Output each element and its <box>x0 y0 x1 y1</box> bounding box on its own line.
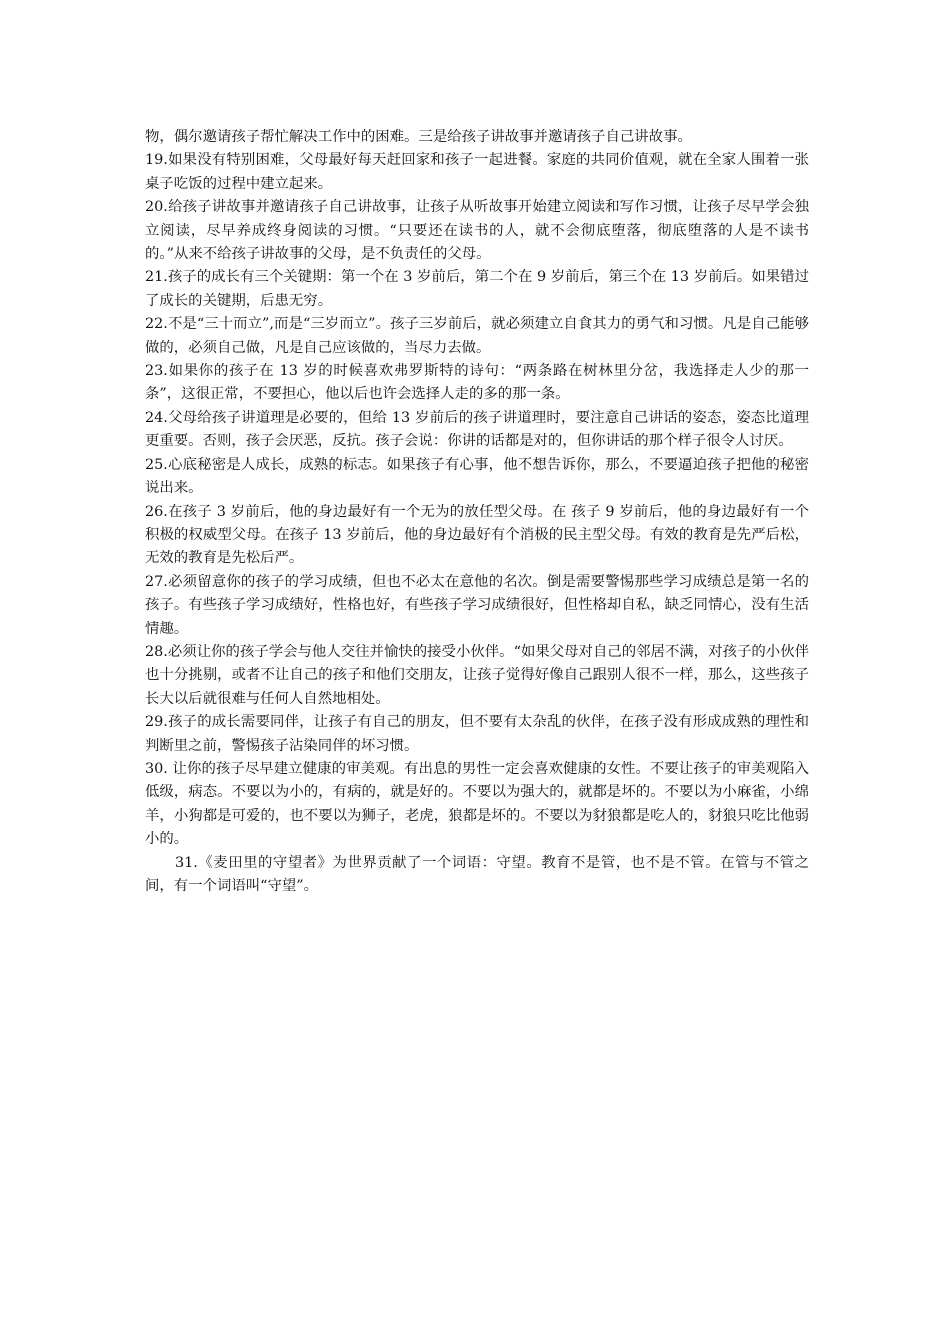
paragraph-22: 22.不是“三十而立”,而是“三岁而立”。孩子三岁前后，就必须建立自食其力的勇气和习惯。凡是自己能够做的，必须自己做，凡是自己应该做的，当尽力去做。 <box>145 316 809 356</box>
paragraph-27: 27.必须留意你的孩子的学习成绩，但也不必太在意他的名次。倒是需要警惕那些学习成绩总是第一名的孩子。有些孩子学习成绩好，性格也好，有些孩子学习成绩很好，但性格却自私，缺乏同情心，没有生活情趣。 <box>145 573 809 637</box>
paragraph-26: 26.在孩子 3 岁前后，他的身边最好有一个无为的放任型父母。在 孩子 9 岁前后，他的身边最好有一个积极的权威型父母。在孩子 13 岁前后，他的身边最好有个消极的民主型父母。有效的教育是先严后松，无效的教育是先松后严。 <box>145 503 809 567</box>
paragraph-24: 24.父母给孩子讲道理是必要的，但给 13 岁前后的孩子讲道理时，要注意自己讲话的姿态，姿态比道理更重要。否则，孩子会厌恶，反抗。孩子会说：你讲的话都是对的，但你讲话的那个样子很令人讨厌。 <box>145 409 809 450</box>
paragraph-28: 28.必须让你的孩子学会与他人交往并愉快的接受小伙伴。“如果父母对自己的邻居不满，对孩子的小伙伴也十分挑剔，或者不让自己的孩子和他们交朋友，让孩子觉得好像自己跟别人很不一样，那么，这些孩子长大以后就很难与任何人自然地相处。 <box>145 643 809 707</box>
paragraph-18-continuation: 物，偶尔邀请孩子帮忙解决工作中的困难。三是给孩子讲故事并邀请孩子自己讲故事。 <box>145 129 692 145</box>
document-page <box>145 126 809 898</box>
paragraph-20: 20.给孩子讲故事并邀请孩子自己讲故事，让孩子从听故事开始建立阅读和写作习惯，让孩子尽早学会独立阅读，尽早养成终身阅读的习惯。“只要还在读书的人，就不会彻底堕落，彻底堕落的人是不读书的。”从来不给孩子讲故事的父母，是不负责任的父母。 <box>145 199 809 263</box>
paragraph-21: 21.孩子的成长有三个关键期：第一个在 3 岁前后，第二个在 9 岁前后，第三个在 13 岁前后。如果错过了成长的关键期，后患无穷。 <box>145 269 809 309</box>
paragraph-30: 30. 让你的孩子尽早建立健康的审美观。有出息的男性一定会喜欢健康的女性。不要让孩子的审美观陷入低级，病态。不要以为小的，有病的，就是好的。不要以为强大的，就都是坏的。不要以为小麻雀，小绵羊，小狗都是可爱的，也不要以为狮子，老虎，狼都是坏的。不要以为豺狼都是吃人的，豺狼只吃比他弱小的。 <box>145 760 809 848</box>
paragraph-29: 29.孩子的成长需要同伴，让孩子有自己的朋友，但不要有太杂乱的伙伴，在孩子没有形成成熟的理性和判断里之前，警惕孩子沾染同伴的坏习惯。 <box>145 714 809 754</box>
paragraph-31: 31.《麦田里的守望者》为世界贡献了一个词语：守望。教育不是管，也不是不管。在管与不管之间，有一个词语叫“守望”。 <box>145 854 809 894</box>
paragraph-19: 19.如果没有特别困难，父母最好每天赶回家和孩子一起进餐。家庭的共同价值观，就在全家人围着一张桌子吃饭的过程中建立起来。 <box>145 152 809 192</box>
paragraph-25: 25.心底秘密是人成长，成熟的标志。如果孩子有心事，他不想告诉你，那么，不要逼迫孩子把他的秘密说出来。 <box>145 456 809 497</box>
paragraph-23: 23.如果你的孩子在 13 岁的时候喜欢弗罗斯特的诗句：“两条路在树林里分岔，我选择走人少的那一条”，这很正常，不要担心，他以后也许会选择人走的多的那一条。 <box>145 363 809 403</box>
